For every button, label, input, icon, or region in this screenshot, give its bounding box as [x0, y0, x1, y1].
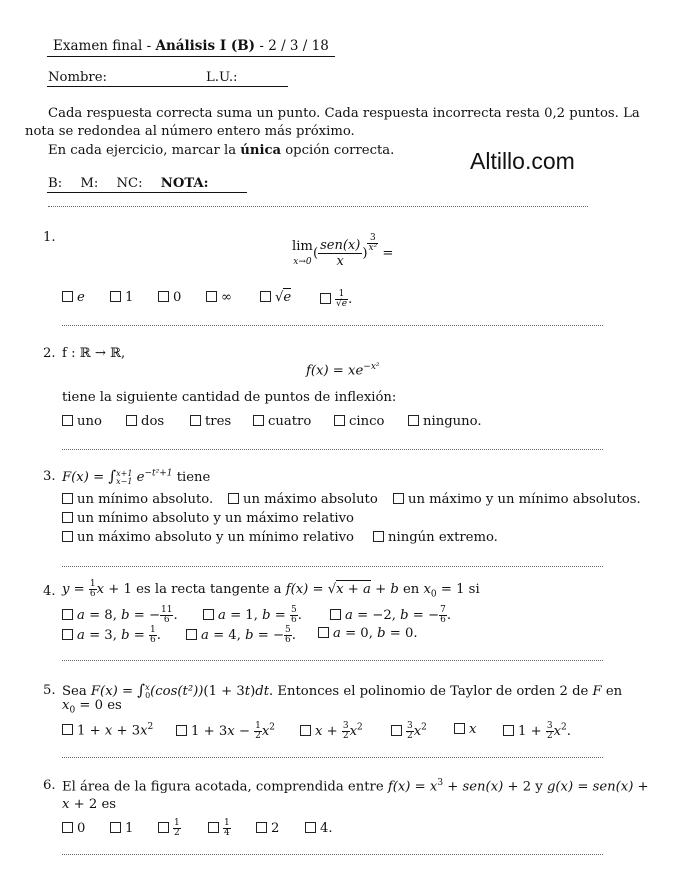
q2-checkbox-3[interactable] — [190, 415, 201, 426]
q5-option-5[interactable]: x — [454, 722, 476, 737]
q1-separator — [62, 325, 603, 326]
q1-formula: lim x→0( $\frac{\text{sen(x)}}{x}$ ) $^{\frac{3}{\text{x²}}}$ = — [292, 232, 394, 269]
q1-option-6[interactable]: $\frac{1}{√e}$ . — [320, 290, 352, 309]
q2-checkbox-5[interactable] — [334, 415, 345, 426]
q3-separator — [62, 566, 603, 567]
q6-checkbox-2[interactable] — [110, 822, 121, 833]
exam-date: - 2 / 3 / 18 — [255, 38, 329, 54]
q4-option-2[interactable]: a = 1, b = $\frac{5}{6}$ . — [203, 606, 302, 625]
q6-option-3[interactable]: $\frac{1}{2}$ — [158, 819, 181, 838]
q3-option-4[interactable]: un mínimo absoluto y un máximo relativo — [62, 511, 354, 526]
q2-option-4[interactable]: cuatro — [253, 414, 311, 429]
grading-row — [48, 176, 209, 191]
q2-text: tiene la siguiente cantidad de puntos de inflexión: — [62, 390, 397, 405]
title-underline — [47, 56, 335, 57]
q5-option-3[interactable]: x + $\frac{3}{2}$ $x^2$ — [300, 722, 363, 741]
q4-statement: y = $\frac{1}{6}$ x + 1 es la recta tangente a f(x) = √x + a + b en $x_0 = 1$ si — [62, 579, 480, 600]
q6-option-1[interactable]: 0 — [62, 821, 85, 836]
q4-option-5[interactable]: a = 4, b = − $\frac{5}{6}$ . — [186, 626, 296, 645]
q2-function: $f(x) = xe^{-x^2}$ — [306, 362, 380, 379]
q6-option-5[interactable]: 2 — [256, 821, 279, 836]
q4-checkbox-2[interactable] — [203, 609, 214, 620]
q5-option-1[interactable]: $1 + x + 3x^2$ — [62, 722, 153, 738]
q6-checkbox-5[interactable] — [256, 822, 267, 833]
q1-option-3[interactable]: 0 — [158, 290, 181, 305]
q3-checkbox-5[interactable] — [62, 531, 73, 542]
q3-number: 3. — [43, 469, 56, 484]
exam-subject: Análisis I (B) — [155, 38, 256, 54]
q6-option-2[interactable]: 1 — [110, 821, 133, 836]
q1-checkbox-1[interactable] — [62, 291, 73, 302]
q3-statement: F(x) = ∫x+1 x−1 $e^{-t^2+1}$ tiene — [62, 467, 211, 486]
q4-checkbox-3[interactable] — [330, 609, 341, 620]
grade-nota: NOTA: — [160, 176, 209, 191]
q4-checkbox-1[interactable] — [62, 609, 73, 620]
q3-option-1[interactable]: un mínimo absoluto. — [62, 492, 213, 507]
q1-option-5[interactable]: √e — [260, 290, 291, 305]
q4-option-1[interactable]: a = 8, b = − $\frac{11}{6}$ . — [62, 606, 178, 625]
q5-checkbox-4[interactable] — [391, 725, 402, 736]
grade-b: B: — [48, 176, 63, 191]
q2-checkbox-6[interactable] — [408, 415, 419, 426]
q1-option-2[interactable]: 1 — [110, 290, 133, 305]
q4-number: 4. — [43, 584, 56, 599]
q3-tail: tiene — [172, 470, 211, 485]
q1-checkbox-6[interactable] — [320, 293, 331, 304]
grade-m: M: — [80, 176, 99, 191]
q3-option-3[interactable]: un máximo y un mínimo absolutos. — [393, 492, 641, 507]
exam-title — [53, 38, 329, 54]
q3-option-2[interactable]: un máximo absoluto — [228, 492, 378, 507]
q5-statement-line2: $x_0 = 0$ es — [62, 698, 122, 716]
q4-option-6[interactable]: a = 0, b = 0. — [318, 626, 418, 641]
q4-option-3[interactable]: a = −2, b = − $\frac{7}{6}$ . — [330, 606, 451, 625]
q5-checkbox-2[interactable] — [176, 725, 187, 736]
q3-option-6[interactable]: ningún extremo. — [373, 530, 498, 545]
q6-checkbox-6[interactable] — [305, 822, 316, 833]
q6-option-4[interactable]: $\frac{1}{4}$ — [208, 819, 231, 838]
q6-option-6[interactable]: 4. — [305, 821, 333, 836]
q3-checkbox-3[interactable] — [393, 493, 404, 504]
watermark: Altillo.com — [470, 148, 575, 174]
instructions-line1: Cada respuesta correcta suma un punto. Cada respuesta incorrecta resta 0,2 puntos. La — [48, 106, 640, 121]
q6-number: 6. — [43, 778, 56, 793]
q6-statement: El área de la figura acotada, comprendida entre $f(x) = x^3 + sen(x) + 2$ y g(x) = sen(x) + — [62, 778, 649, 795]
q5-checkbox-3[interactable] — [300, 725, 311, 736]
q6-checkbox-1[interactable] — [62, 822, 73, 833]
q6-checkbox-3[interactable] — [158, 822, 169, 833]
q3-checkbox-6[interactable] — [373, 531, 384, 542]
q1-number: 1. — [43, 230, 56, 245]
q3-checkbox-2[interactable] — [228, 493, 239, 504]
q1-checkbox-2[interactable] — [110, 291, 121, 302]
q6-separator — [62, 854, 603, 855]
instructions-line3 — [48, 143, 394, 158]
q1-option-4[interactable]: ∞ — [206, 290, 232, 305]
q2-option-3[interactable]: tres — [190, 414, 231, 429]
q2-option-5[interactable]: cinco — [334, 414, 384, 429]
q4-option-4[interactable]: a = 3, b = $\frac{1}{6}$ . — [62, 626, 161, 645]
q2-option-2[interactable]: dos — [126, 414, 164, 429]
q5-checkbox-6[interactable] — [503, 725, 514, 736]
q2-separator — [62, 449, 603, 450]
lu-label: L.U.: — [206, 70, 238, 85]
q5-number: 5. — [43, 683, 56, 698]
q2-number: 2. — [43, 346, 56, 361]
q4-checkbox-4[interactable] — [62, 629, 73, 640]
q4-checkbox-5[interactable] — [186, 629, 197, 640]
instructions-line3-pre: En cada ejercicio, marcar la — [48, 143, 241, 158]
q4-checkbox-6[interactable] — [318, 627, 329, 638]
name-underline — [47, 86, 288, 87]
q5-option-2[interactable]: 1 + 3x − $\frac{1}{2}$ $x^2$ — [176, 722, 275, 741]
grade-nc: NC: — [116, 176, 143, 191]
name-label: Nombre: — [48, 70, 107, 85]
q3-checkbox-4[interactable] — [62, 512, 73, 523]
q2-checkbox-2[interactable] — [126, 415, 137, 426]
q5-checkbox-1[interactable] — [62, 724, 73, 735]
q3-checkbox-1[interactable] — [62, 493, 73, 504]
instructions-line3-post: opción correcta. — [281, 143, 395, 158]
q2-checkbox-4[interactable] — [253, 415, 264, 426]
q5-statement: Sea F(x) = ∫x 0(cos(t²))(1 + 3t)dt. Entonces el polinomio de Taylor de orden 2 de F en — [62, 681, 623, 700]
q5-option-6[interactable]: 1 + $\frac{3}{2}$ $x^2$. — [503, 722, 571, 741]
q6-statement-line2: x + 2 es — [62, 797, 117, 812]
grading-underline — [47, 192, 247, 193]
q2-domain: f : ℝ → ℝ, — [62, 346, 126, 361]
instructions-line2: nota se redondea al número entero más próximo. — [25, 124, 355, 139]
q2-option-6[interactable]: ninguno. — [408, 414, 482, 429]
q1-option-1[interactable]: e — [62, 290, 85, 305]
q5-separator — [62, 757, 603, 758]
q1-checkbox-4[interactable] — [206, 291, 217, 302]
q1-checkbox-3[interactable] — [158, 291, 169, 302]
q2-checkbox-1[interactable] — [62, 415, 73, 426]
instructions-line3-bold: única — [240, 143, 282, 158]
q6-checkbox-4[interactable] — [208, 822, 219, 833]
q2-option-1[interactable]: uno — [62, 414, 102, 429]
q4-separator — [62, 660, 603, 661]
q5-option-4[interactable]: $\frac{3}{2}$ $x^2$ — [391, 722, 427, 741]
q3-option-5[interactable]: un máximo absoluto y un mínimo relativo — [62, 530, 354, 545]
dotted-separator — [48, 206, 588, 207]
q1-checkbox-5[interactable] — [260, 291, 271, 302]
exam-prefix: Examen final - — [53, 38, 156, 54]
q5-checkbox-5[interactable] — [454, 723, 465, 734]
